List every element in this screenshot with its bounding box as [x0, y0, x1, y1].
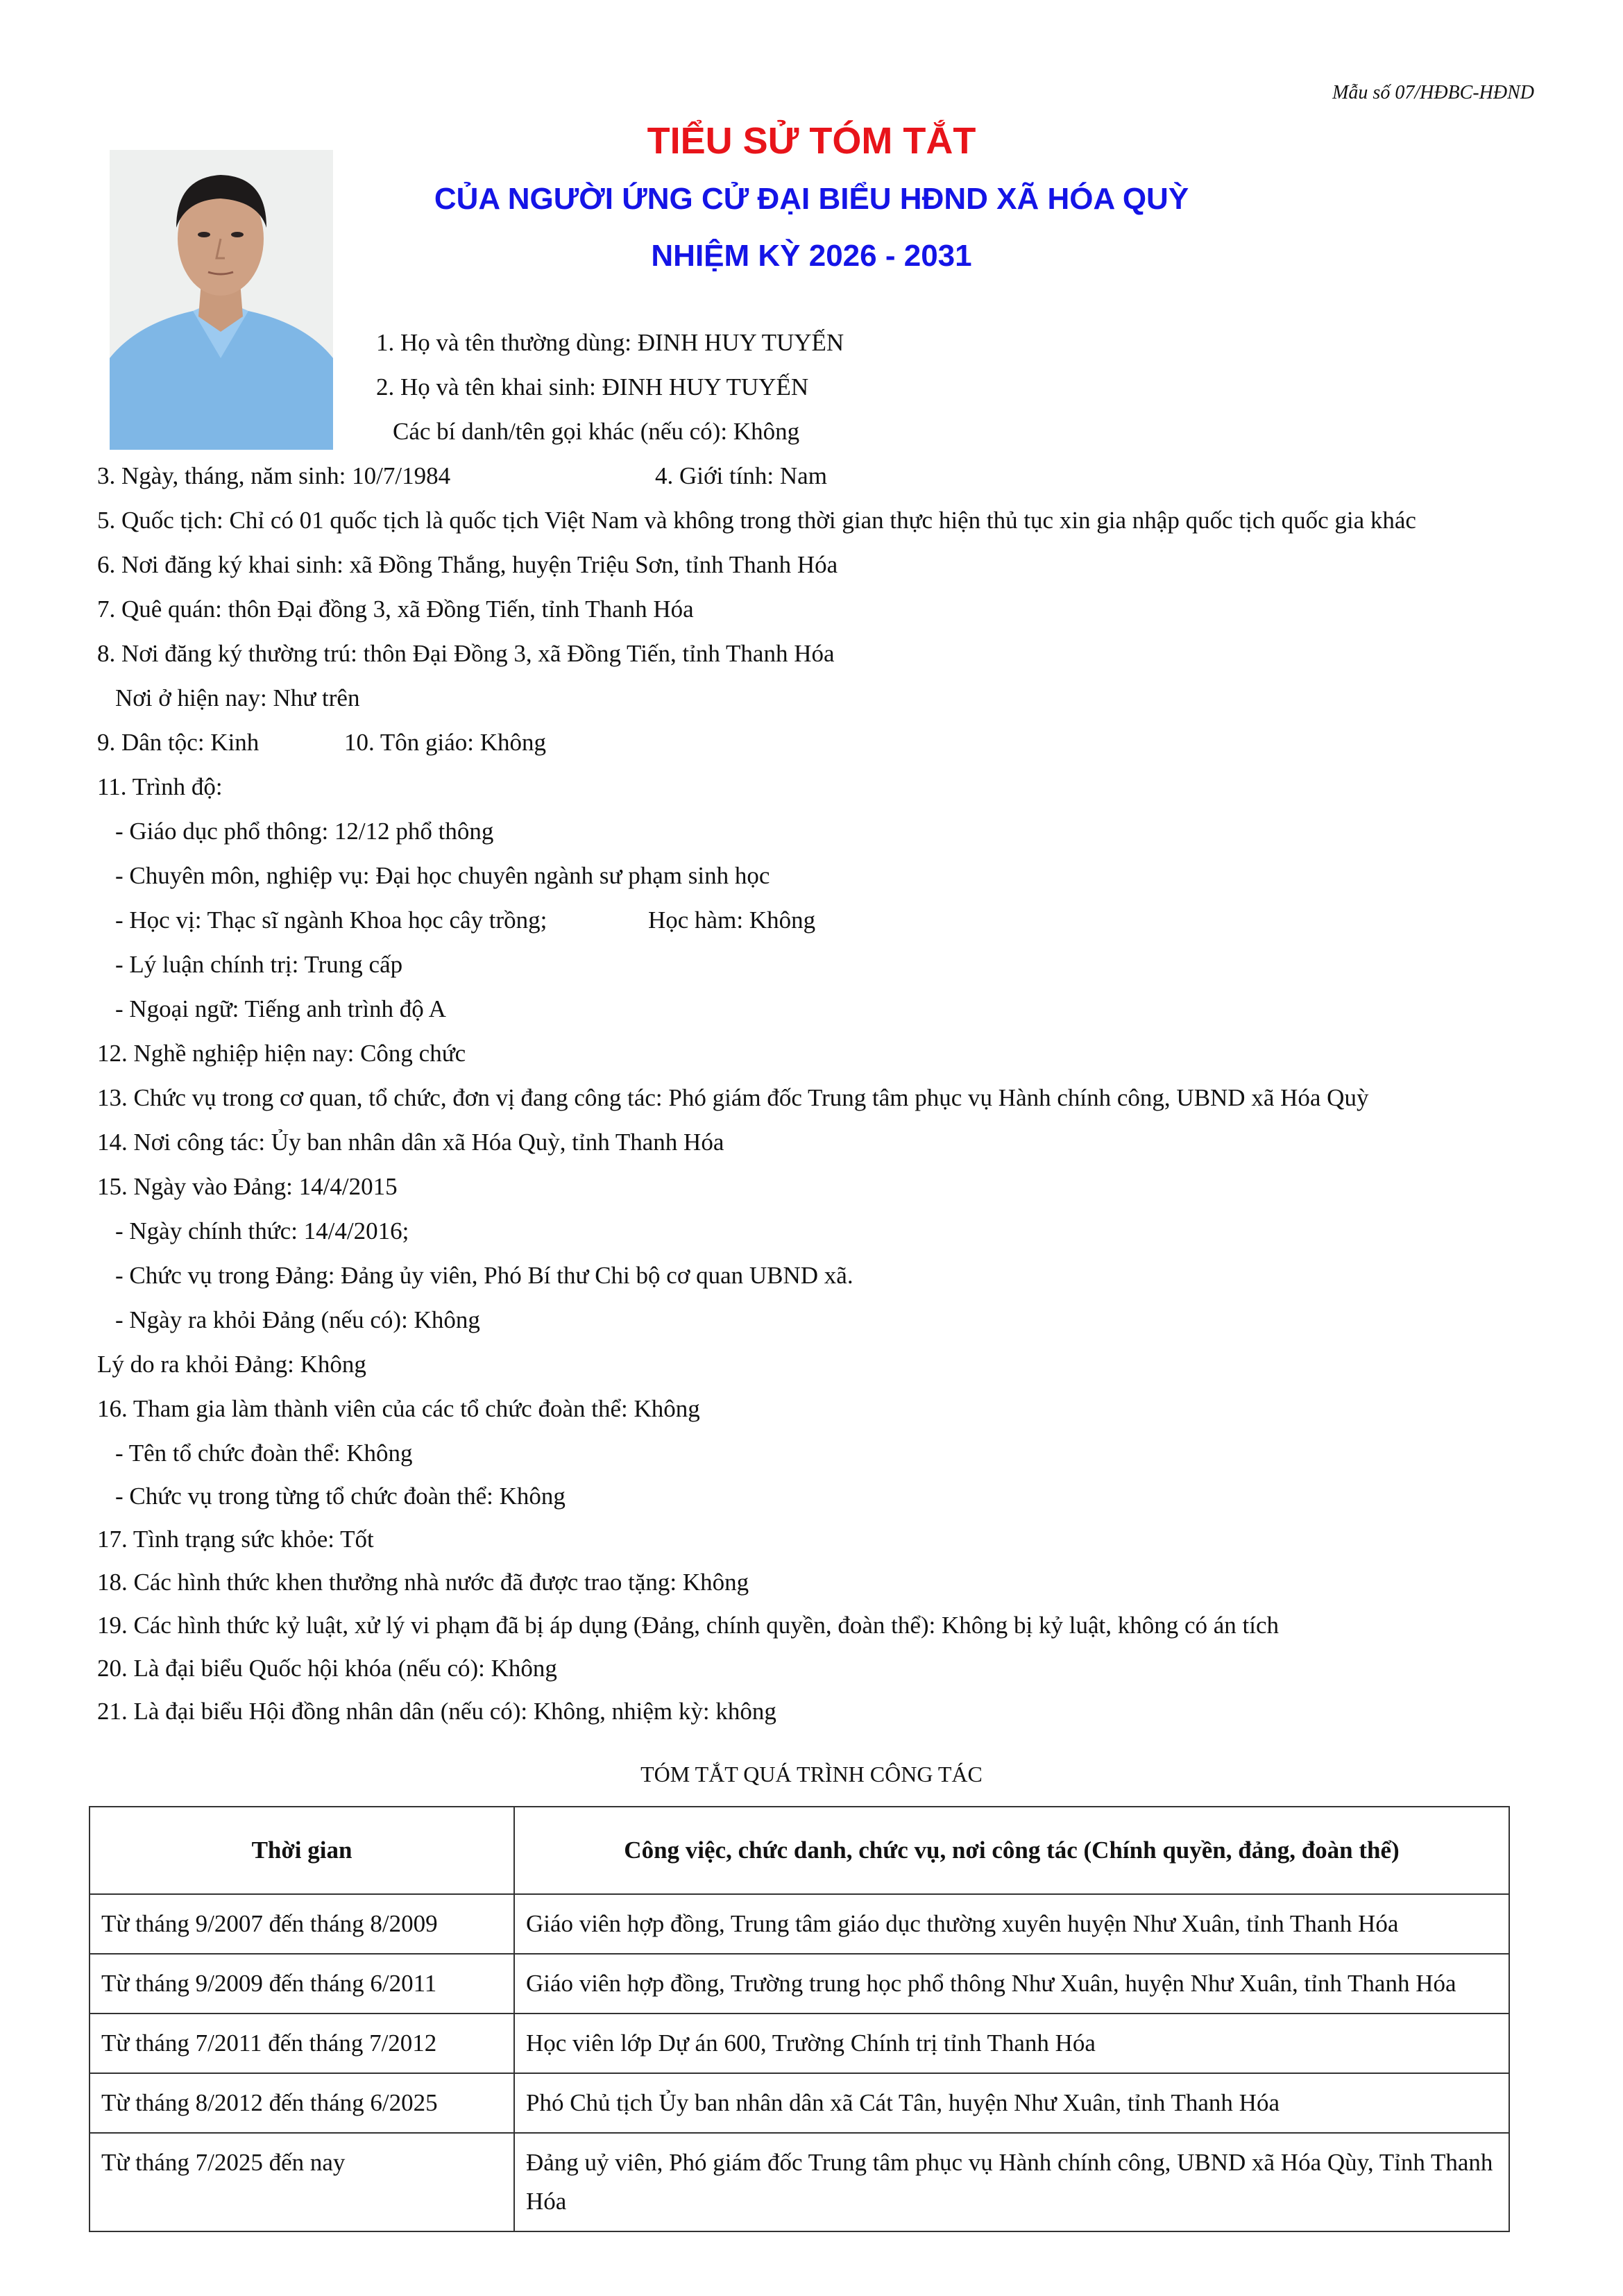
- period-cell: Từ tháng 9/2007 đến tháng 8/2009: [90, 1894, 514, 1954]
- term-subtitle: NHIỆM KỲ 2026 - 2031: [651, 239, 972, 273]
- current-position: 13. Chức vụ trong cơ quan, tổ chức, đơn vị đang công tác: Phó giám đốc Trung tâm phục vụ Hành chính công, UBND xã Hóa Quỳ: [97, 1084, 1369, 1111]
- hometown: 7. Quê quán: thôn Đại đồng 3, xã Đồng Tiến, tỉnh Thanh Hóa: [97, 596, 694, 623]
- aliases: Các bí danh/tên gọi khác (nếu có): Không: [393, 418, 800, 445]
- table-header-row: [90, 1807, 1509, 1894]
- academic-degree: - Học vị: Thạc sĩ ngành Khoa học cây trồng;: [115, 906, 547, 934]
- work-cell: Đảng uỷ viên, Phó giám đốc Trung tâm phục vụ Hành chính công, UBND xã Hóa Qùy, Tỉnh Thanh Hóa: [514, 2133, 1509, 2231]
- work-history-title: TÓM TẮT QUÁ TRÌNH CÔNG TÁC: [640, 1762, 983, 1787]
- professional-qualification: - Chuyên môn, nghiệp vụ: Đại học chuyên ngành sư phạm sinh học: [115, 862, 770, 889]
- birth-name: 2. Họ và tên khai sinh: ĐINH HUY TUYẾN: [376, 373, 809, 400]
- work-cell: Phó Chủ tịch Ủy ban nhân dân xã Cát Tân, huyện Như Xuân, tỉnh Thanh Hóa: [514, 2073, 1509, 2133]
- academic-title: Học hàm: Không: [648, 906, 816, 934]
- document-title: TIỂU SỬ TÓM TẮT: [647, 120, 976, 162]
- disciplinary-actions: 19. Các hình thức kỷ luật, xử lý vi phạm đã bị áp dụng (Đảng, chính quyền, đoàn thể): Không bị kỷ luật, không có án tích: [97, 1612, 1280, 1639]
- state-awards: 18. Các hình thức khen thưởng nhà nước đã được trao tặng: Không: [97, 1569, 749, 1596]
- table-row: [90, 2014, 1509, 2073]
- work-cell: Giáo viên hợp đồng, Trung tâm giáo dục thường xuyên huyện Như Xuân, tỉnh Thanh Hóa: [514, 1894, 1509, 1954]
- work-cell: Học viên lớp Dự án 600, Trường Chính trị tỉnh Thanh Hóa: [514, 2014, 1509, 2073]
- period-cell: Từ tháng 9/2009 đến tháng 6/2011: [90, 1954, 514, 2014]
- foreign-language: - Ngoại ngữ: Tiếng anh trình độ A: [115, 995, 446, 1022]
- document-subtitle: CỦA NGƯỜI ỨNG CỬ ĐẠI BIỂU HĐND XÃ HÓA QUỲ: [434, 182, 1189, 216]
- party-leave-reason: Lý do ra khỏi Đảng: Không: [97, 1351, 366, 1378]
- work-cell: Giáo viên hợp đồng, Trường trung học phổ thông Như Xuân, huyện Như Xuân, tỉnh Thanh Hóa: [514, 1954, 1509, 2014]
- political-theory: - Lý luận chính trị: Trung cấp: [115, 951, 403, 978]
- form-number: Mẫu số 07/HĐBC-HĐND: [1332, 82, 1534, 103]
- period-cell: Từ tháng 7/2011 đến tháng 7/2012: [90, 2014, 514, 2073]
- common-name: 1. Họ và tên thường dùng: ĐINH HUY TUYẾN: [376, 329, 844, 356]
- party-official-date: - Ngày chính thức: 14/4/2016;: [115, 1217, 409, 1244]
- current-residence: Nơi ở hiện nay: Như trên: [115, 684, 360, 711]
- period-cell: Từ tháng 7/2025 đến nay: [90, 2133, 514, 2231]
- column-header-period: Thời gian: [90, 1807, 514, 1894]
- organization-position: - Chức vụ trong từng tổ chức đoàn thể: Không: [115, 1483, 566, 1510]
- portrait-photo: [110, 150, 333, 450]
- health-status: 17. Tình trạng sức khỏe: Tốt: [97, 1526, 374, 1553]
- party-leave-date: - Ngày ra khỏi Đảng (nếu có): Không: [115, 1306, 480, 1333]
- party-admission-date: 15. Ngày vào Đảng: 14/4/2015: [97, 1173, 398, 1200]
- table-row: [90, 1954, 1509, 2014]
- mass-organizations: 16. Tham gia làm thành viên của các tổ chức đoàn thể: Không: [97, 1395, 700, 1422]
- period-cell: Từ tháng 8/2012 đến tháng 6/2025: [90, 2073, 514, 2133]
- table-row: [90, 1894, 1509, 1954]
- gender: 4. Giới tính: Nam: [655, 462, 827, 489]
- birth-registration-place: 6. Nơi đăng ký khai sinh: xã Đồng Thắng, huyện Triệu Sơn, tỉnh Thanh Hóa: [97, 551, 838, 578]
- permanent-residence: 8. Nơi đăng ký thường trú: thôn Đại Đồng 3, xã Đồng Tiến, tỉnh Thanh Hóa: [97, 640, 835, 667]
- column-header-work: Công việc, chức danh, chức vụ, nơi công tác (Chính quyền, đảng, đoàn thể): [514, 1807, 1509, 1894]
- council-deputy: 21. Là đại biểu Hội đồng nhân dân (nếu có): Không, nhiệm kỳ: không: [97, 1698, 776, 1725]
- current-occupation: 12. Nghề nghiệp hiện nay: Công chức: [97, 1040, 466, 1067]
- portrait-image: [110, 150, 333, 450]
- religion: 10. Tôn giáo: Không: [344, 729, 547, 756]
- organization-name: - Tên tổ chức đoàn thể: Không: [115, 1440, 413, 1467]
- general-education: - Giáo dục phổ thông: 12/12 phổ thông: [115, 818, 494, 845]
- workplace: 14. Nơi công tác: Ủy ban nhân dân xã Hóa Quỳ, tỉnh Thanh Hóa: [97, 1129, 724, 1156]
- nationality: 5. Quốc tịch: Chỉ có 01 quốc tịch là quốc tịch Việt Nam và không trong thời gian thực hiện thủ tục xin gia nhập quốc tịch quốc gia khác: [97, 507, 1416, 534]
- table-row: [90, 2133, 1509, 2231]
- education-heading: 11. Trình độ:: [97, 773, 223, 800]
- national-assembly-deputy: 20. Là đại biểu Quốc hội khóa (nếu có): Không: [97, 1655, 557, 1682]
- table-row: [90, 2073, 1509, 2133]
- work-history-table: [89, 1806, 1510, 2232]
- party-position: - Chức vụ trong Đảng: Đảng ủy viên, Phó Bí thư Chi bộ cơ quan UBND xã.: [115, 1262, 853, 1289]
- ethnicity: 9. Dân tộc: Kinh: [97, 729, 260, 756]
- date-of-birth: 3. Ngày, tháng, năm sinh: 10/7/1984: [97, 462, 451, 489]
